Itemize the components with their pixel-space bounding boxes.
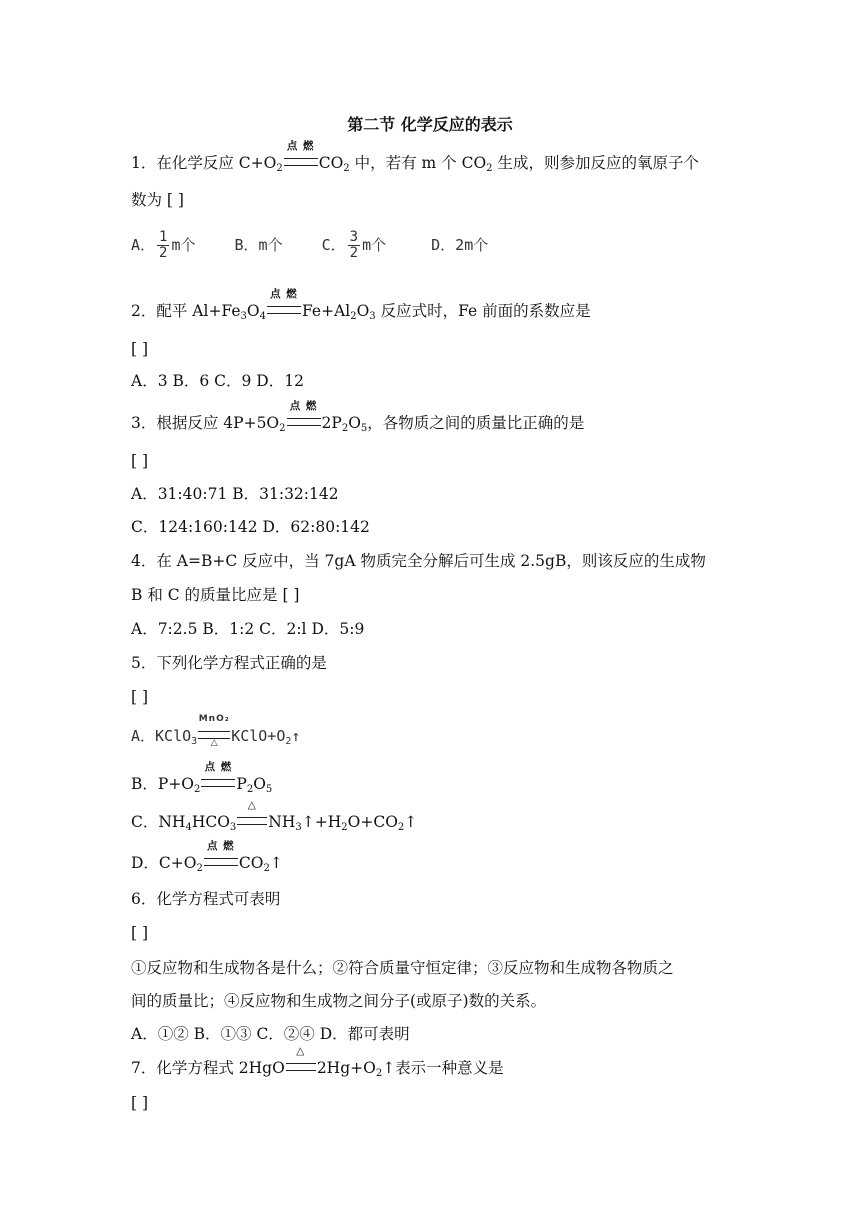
reaction-arrow-fire: 点 燃 bbox=[287, 413, 321, 433]
q6-stem: 6．化学方程式可表明 bbox=[131, 890, 281, 908]
q4-stem-line1: 4．在 A=B+C 反应中，当 7gA 物质完全分解后可生成 2.5gB，则该反应的生成物 bbox=[131, 552, 706, 570]
fraction: $\frac{3}{2}$ bbox=[349, 229, 359, 261]
q5-stem: 5．下列化学方程式正确的是 bbox=[131, 654, 327, 672]
q2-stem: 2．配平 $Al+Fe_3O_4$ 点 燃 $Fe+Al_2O_3$ 反应式时，Fe 前面的系数应是 bbox=[131, 288, 591, 322]
q1-stem-line2: 数为 [ ] bbox=[131, 191, 184, 209]
reaction-arrow-fire: 点 燃 bbox=[201, 774, 235, 794]
q7-bracket: [ ] bbox=[131, 1094, 149, 1112]
q3-stem: 3．根据反应 $4P+5O_2$ 点 燃 $2P_2O_5$，各物质之间的质量比正确的是 bbox=[131, 400, 585, 434]
reaction-arrow-fire: 点 燃 bbox=[267, 301, 301, 321]
q4-stem-line2: B 和 C 的质量比应是 [ ] bbox=[131, 586, 300, 604]
q1-options: A． $\frac{1}{2}$ m个 B．m个 C． $\frac{3}{2}$ m个 D．2m个 bbox=[131, 229, 489, 261]
fraction: $\frac{1}{2}$ bbox=[159, 229, 168, 261]
reaction-arrow-fire: 点 燃 bbox=[204, 853, 238, 873]
q1-stem: 1．在化学反应 $C+O_2$ 点 燃 $CO_2$ 中，若有 m 个 $CO_2$ 生成，则参加反应的氧原子个 bbox=[131, 140, 699, 174]
reaction-arrow-heat: △ bbox=[286, 1058, 316, 1078]
q5-option-c: C．$NH_4HCO_3$ △ $NH_3↑+H_2O+CO_2↑$ bbox=[131, 799, 418, 833]
q5-option-d: D．$C+O_2$ 点 燃 $CO_2↑$ bbox=[131, 840, 283, 874]
q7-stem: 7．化学方程式 2HgO △ $2Hg+O_2↑$表示一种意义是 bbox=[131, 1045, 504, 1079]
q2-bracket: [ ] bbox=[131, 340, 149, 358]
q3-options-row1: A．31:40:71 B．31:32:142 bbox=[131, 485, 339, 503]
q6-options: A．①② B．①③ C．②④ D．都可表明 bbox=[131, 1025, 410, 1043]
reaction-arrow-fire: 点 燃 bbox=[284, 153, 318, 173]
q5-option-b: B．$P+O_2$ 点 燃 $P_2O_5$ bbox=[131, 761, 273, 795]
page-title: 第二节 化学反应的表示 bbox=[347, 115, 513, 134]
q2-options: A．3 B．6 C．9 D．12 bbox=[131, 372, 304, 390]
q6-text-line2: 间的质量比；④反应物和生成物之间分子(或原子)数的关系。 bbox=[131, 992, 547, 1010]
q5-option-a: A．KClO$_3$ MnO₂ △ $KClO+O_2↑$ bbox=[131, 714, 301, 748]
q5-bracket: [ ] bbox=[131, 688, 149, 706]
q6-text-line1: ①反应物和生成物各是什么；②符合质量守恒定律；③反应物和生成物各物质之 bbox=[131, 959, 674, 977]
q4-options: A．7:2.5 B．1:2 C．2:l D．5:9 bbox=[131, 620, 365, 638]
reaction-arrow-catalyst: MnO₂ △ bbox=[198, 714, 230, 748]
q6-bracket: [ ] bbox=[131, 924, 149, 942]
reaction-arrow-heat: △ bbox=[237, 812, 267, 832]
q3-options-row2: C．124:160:142 D．62:80:142 bbox=[131, 518, 370, 536]
q3-bracket: [ ] bbox=[131, 452, 149, 470]
